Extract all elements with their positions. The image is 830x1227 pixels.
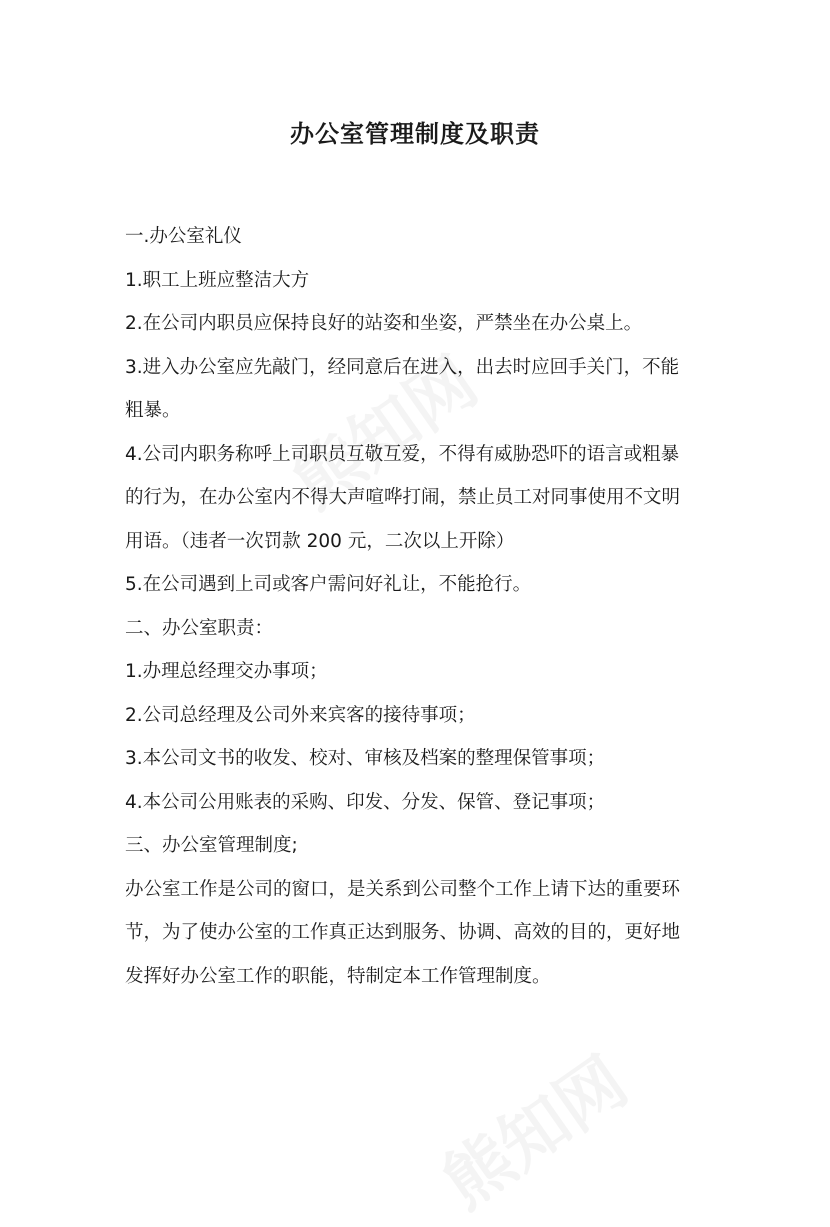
list-item-continuation: 粗暴。 (125, 400, 181, 421)
list-item: 1.办理总经理交办事项； (125, 661, 328, 682)
paragraph-line: 发挥好办公室工作的职能，特制定本工作管理制度。 (125, 965, 551, 987)
section-heading: 三、办公室管理制度; (125, 835, 298, 856)
list-item: 1.职工上班应整洁大方 (125, 269, 310, 291)
list-item: 4.本公司公用账表的采购、印发、分发、保管、登记事项； (125, 791, 606, 813)
list-item: 2.公司总经理及公司外来宾客的接待事项； (125, 704, 476, 726)
section-heading: 二、办公室职责： (125, 617, 274, 639)
list-item: 2.在公司内职员应保持良好的站姿和坐姿，严禁坐在办公桌上。 (125, 313, 643, 334)
section-heading: 一.办公室礼仪 (125, 226, 242, 247)
list-item: 4.公司内职务称呼上司职员互敬互爱，不得有威胁恐吓的语言或粗暴 (125, 443, 680, 465)
paragraph-line: 办公室工作是公司的窗口，是关系到公司整个工作上请下达的重要环 (125, 878, 681, 900)
watermark (421, 1030, 644, 1226)
list-item: 3.本公司文书的收发、校对、审核及档案的整理保管事项； (125, 748, 606, 769)
document-body (125, 215, 710, 998)
list-item: 5.在公司遇到上司或客户需问好礼让，不能抢行。 (125, 574, 532, 595)
page-title: 办公室管理制度及职责 (290, 120, 540, 148)
paragraph-line: 节，为了使办公室的工作真正达到服务、协调、高效的目的，更好地 (125, 922, 681, 943)
list-item: 3.进入办公室应先敲门，经同意后在进入，出去时应回手关门，不能 (125, 356, 680, 378)
list-item-continuation: 用语。（违者一次罚款 200 元，二次以上开除） (125, 530, 515, 552)
list-item-continuation: 的行为，在办公室内不得大声喧哗打闹，禁止员工对同事使用不文明 (125, 487, 681, 508)
